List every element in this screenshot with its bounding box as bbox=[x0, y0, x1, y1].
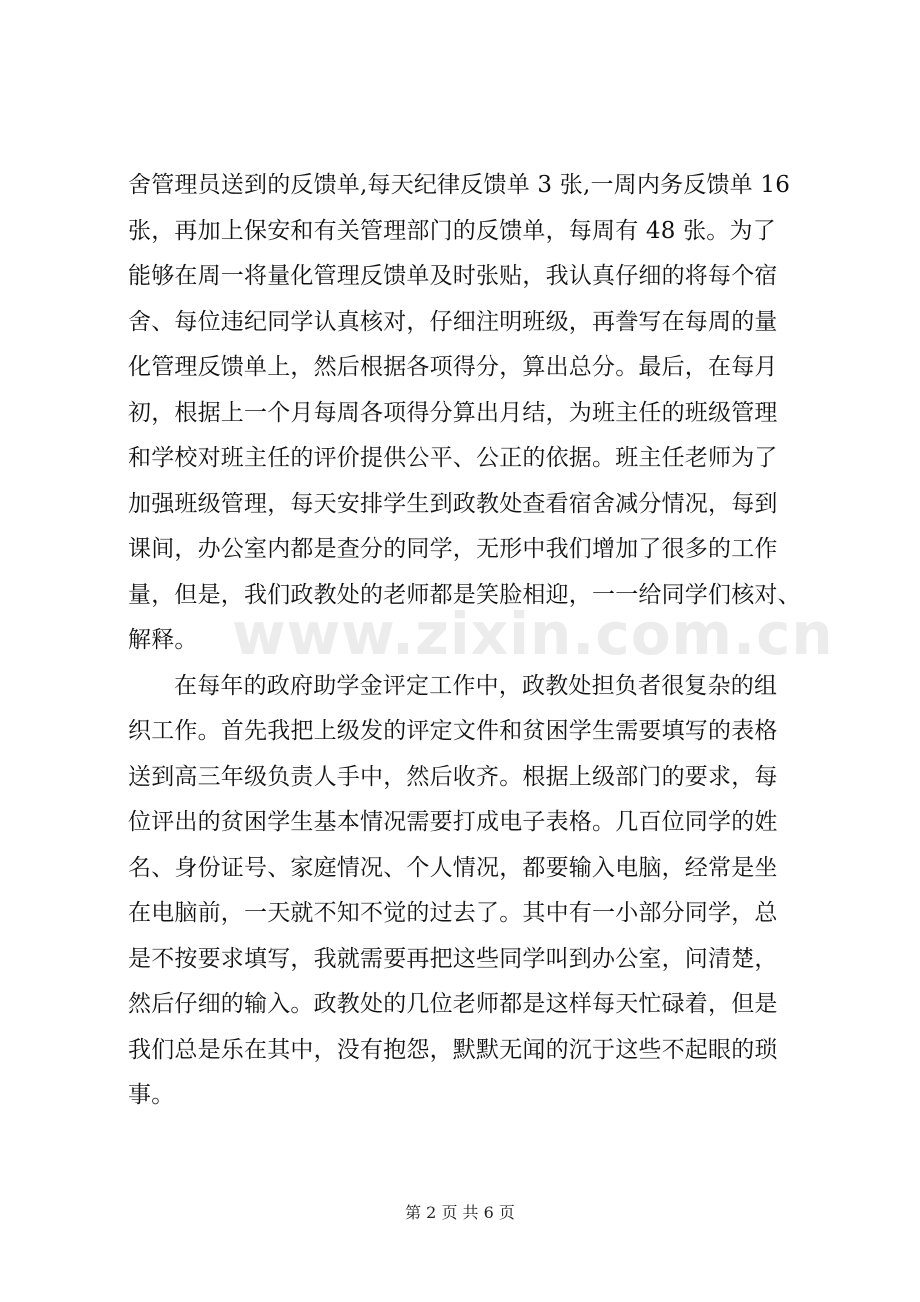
text-line: 张，再加上保安和有关管理部门的反馈单，每周有 48 张。为了 bbox=[128, 217, 776, 244]
text-line: 事。 bbox=[128, 1082, 175, 1108]
text-line: 舍、每位违纪同学认真核对，仔细注明班级，再誊写在每周的量 bbox=[128, 308, 778, 335]
text-line: 是不按要求填写，我就需要再把这些同学叫到办公室，问清楚， bbox=[128, 945, 778, 972]
text-line: 化管理反馈单上，然后根据各项得分，算出总分。最后，在每月 bbox=[128, 354, 778, 380]
paragraph-2 bbox=[128, 664, 828, 1119]
text-line: 我们总是乐在其中，没有抱怨，默默无闻的沉于这些不起眼的琐 bbox=[128, 1036, 778, 1063]
text-line: 织工作。首先我把上级发的评定文件和贫困学生需要填写的表格 bbox=[128, 718, 778, 744]
text-line: 送到高三年级负责人手中，然后收齐。根据上级部门的要求，每 bbox=[128, 763, 778, 790]
text-line: 能够在周一将量化管理反馈单及时张贴，我认真仔细的将每个宿 bbox=[128, 263, 778, 289]
text-line: 舍管理员送到的反馈单,每天纪律反馈单 3 张,一周内务反馈单 16 bbox=[128, 172, 791, 198]
text-line: 解释。 bbox=[128, 627, 198, 653]
text-line-indented: 在每年的政府助学金评定工作中，政教处担负者很复杂的组 bbox=[174, 672, 778, 699]
text-line: 课间，办公室内都是查分的同学，无形中我们增加了很多的工作 bbox=[128, 536, 778, 562]
text-line: 位评出的贫困学生基本情况需要打成电子表格。几百位同学的姓 bbox=[128, 809, 778, 835]
text-line: 初，根据上一个月每周各项得分算出月结，为班主任的班级管理 bbox=[128, 399, 778, 426]
paragraph-1 bbox=[128, 163, 828, 664]
text-line: 和学校对班主任的评价提供公平、公正的依据。班主任老师为了 bbox=[128, 445, 778, 471]
text-line: 量，但是，我们政教处的老师都是笑脸相迎，一一给同学们核对、 bbox=[128, 581, 801, 608]
watermark: www.zixin.com.cn bbox=[232, 600, 834, 668]
text-line: 在电脑前，一天就不知不觉的过去了。其中有一小部分同学，总 bbox=[128, 900, 778, 926]
text-line: 名、身份证号、家庭情况、个人情况，都要输入电脑，经常是坐 bbox=[128, 854, 778, 881]
text-line: 然后仔细的输入。政教处的几位老师都是这样每天忙碌着，但是 bbox=[128, 991, 778, 1017]
document-body bbox=[128, 163, 828, 1119]
text-line: 加强班级管理，每天安排学生到政教处查看宿舍减分情况，每到 bbox=[128, 490, 778, 517]
page-number-footer: 第 2 页 共 6 页 bbox=[405, 1203, 515, 1222]
